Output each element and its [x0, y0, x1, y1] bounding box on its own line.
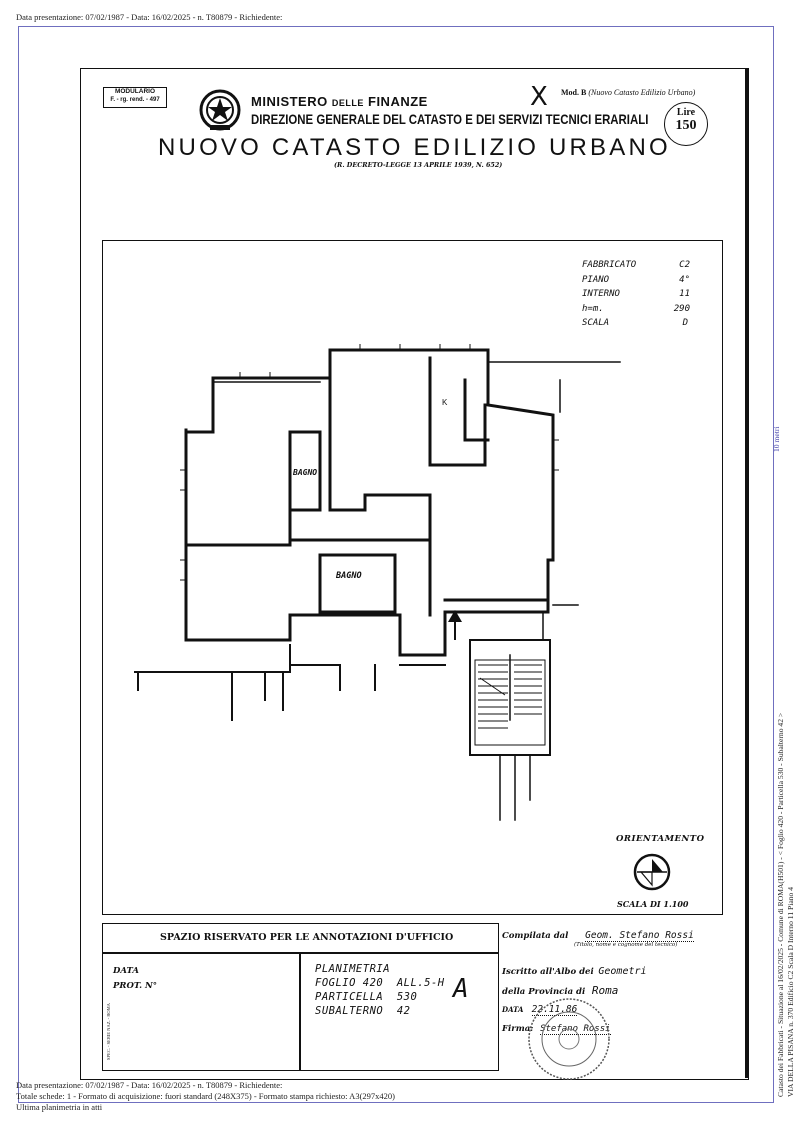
modulario-title: MODULARIO [114, 88, 156, 95]
office-plan-lines [315, 962, 445, 1018]
north-arrow-icon [633, 853, 671, 891]
modulario-code: F. - rg. rend. - 497 [110, 96, 160, 103]
office-title: SPAZIO RISERVATO PER LE ANNOTAZIONI D'UFFICIO [160, 932, 454, 943]
registered-value: Geometri [598, 966, 647, 977]
info-value: C2 [679, 260, 690, 270]
room-kitchen-label: K [442, 398, 448, 407]
printer-mark: SPEC. - SERIE NAZ. - ROMA [106, 1003, 111, 1060]
footer-line-2: Totale schede: 1 - Formato di acquisizione: fuori standard (248X375) - Formato stampa richiesto: A3(297x420) [16, 1091, 395, 1101]
info-value: 290 [673, 303, 690, 314]
orientation-title: ORIENTAMENTO [616, 834, 705, 844]
info-label: h=m. [582, 303, 604, 314]
date-label: DATA [502, 1005, 524, 1014]
model-sub: (Nuovo Catasto Edilizio Urbano) [588, 88, 696, 97]
top-header: Data presentazione: 07/02/1987 - Data: 16/02/2025 - n. T80879 - Richiedente: [16, 12, 283, 22]
date-value: 22.11.86 [531, 1004, 578, 1015]
footer-line-3: Ultima planimetria in atti [16, 1102, 103, 1112]
room-bath2-label: BAGNO [336, 571, 362, 581]
model-code: Mod. B [561, 88, 587, 97]
office-initial: A [453, 974, 469, 1004]
compiled-value: Geom. Stefano Rossi [585, 930, 694, 941]
plan-line: SUBALTERNO 42 [315, 1005, 411, 1017]
signature-label: Firma: [502, 1024, 534, 1034]
info-value: D [682, 318, 688, 328]
compiler-block [502, 930, 717, 948]
registered-label: Iscritto all'Albo dei [502, 967, 594, 977]
compiled-label: Compilata dal [502, 931, 569, 941]
province-value: Roma [591, 984, 619, 997]
right-scale-label: 10 metri [772, 426, 781, 452]
plan-line: PARTICELLA 530 [315, 991, 418, 1003]
side-text-address: VIA DELLA PISANA n. 370 Edificio C2 Scala D Interno 11 Piano 4 [786, 886, 795, 1097]
ministry-word: MINISTERO [251, 94, 328, 109]
office-prot-label: PROT. N° [113, 981, 158, 991]
price-value: 150 [675, 118, 697, 133]
office-box-rule [102, 952, 499, 954]
info-label: PIANO [582, 274, 610, 285]
office-data-label: DATA [113, 966, 139, 976]
compiled-hint: (Titolo, nome e cognome del tecnico) [574, 942, 678, 948]
scale-label: SCALA DI 1.100 [617, 899, 689, 909]
official-stamp [526, 996, 612, 1082]
signature-value: Stefano Rossi [540, 1024, 611, 1034]
price-label: Lire [676, 107, 696, 118]
footer-line-1: Data presentazione: 07/02/1987 - Data: 16/02/2025 - n. T80879 - Richiedente: [16, 1080, 283, 1090]
plan-line: FOGLIO 420 ALL.5-H [315, 977, 445, 989]
office-box-divider [299, 952, 301, 1070]
info-value: 11 [679, 289, 690, 299]
province-label: della Provincia di [502, 987, 586, 997]
info-label: INTERNO [582, 289, 620, 299]
info-value: 4° [679, 274, 690, 285]
direction-title: DIREZIONE GENERALE DEL CATASTO E DEI SERVIZI TECNICI ERARIALI [251, 112, 649, 127]
info-label: FABBRICATO [582, 260, 637, 270]
registered-row [502, 966, 647, 977]
decree-line: (R. DECRETO-LEGGE 13 APRILE 1939, N. 652) [334, 161, 503, 169]
ministry-finanze: FINANZE [368, 94, 428, 109]
compiled-row [502, 930, 717, 941]
ministry-delle: DELLE [331, 98, 364, 108]
info-label: SCALA [582, 318, 610, 328]
main-title: NUOVO CATASTO EDILIZIO URBANO [158, 134, 671, 161]
cross-mark: X [530, 82, 548, 112]
side-text-situation: Catasto dei Fabbricati - Situazione al 16/02/2025 - Comune di ROMA(H501) - < Foglio 420 - Particella 530 - Subalterno 42 > [776, 712, 785, 1097]
room-bath1-label: BAGNO [293, 468, 318, 477]
plan-line: PLANIMETRIA [315, 963, 391, 975]
